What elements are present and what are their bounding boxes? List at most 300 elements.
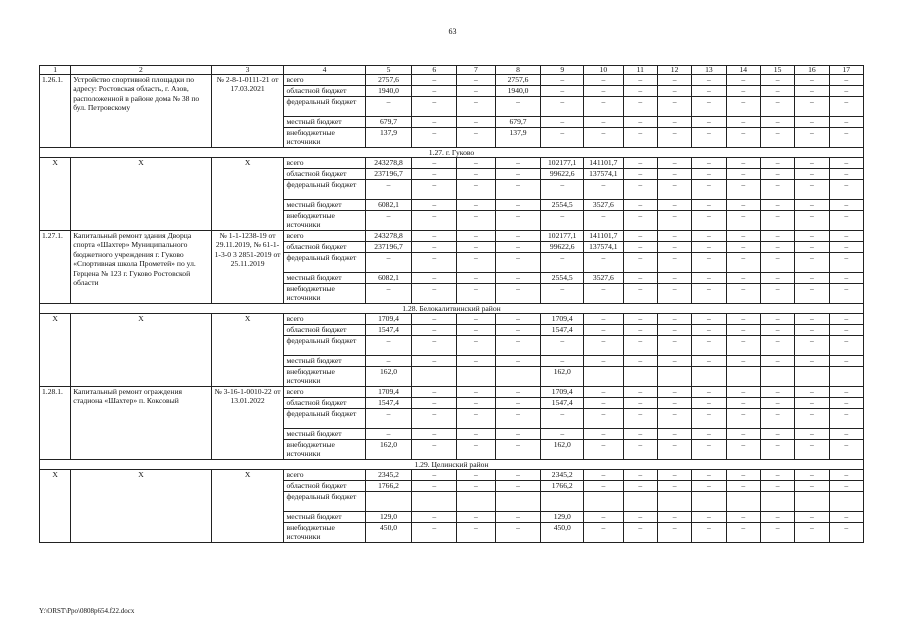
value-cell: – (692, 356, 726, 367)
value-cell: – (692, 470, 726, 481)
value-cell: – (457, 398, 495, 409)
value-cell: – (541, 117, 584, 128)
value-cell: – (692, 242, 726, 253)
funding-source-cell: областной бюджет (284, 398, 365, 409)
value-cell: – (412, 180, 457, 200)
value-cell: – (541, 97, 584, 117)
value-cell: – (795, 169, 829, 180)
value-cell: – (495, 409, 541, 429)
value-cell: 1766,2 (541, 481, 584, 492)
funding-source-cell: федеральный бюджет (284, 180, 365, 200)
value-cell: 3527,6 (584, 273, 624, 284)
document-cell: № 2-8-1-0111-21 от 17.03.2021 (211, 75, 284, 148)
value-cell: – (457, 325, 495, 336)
value-cell: 6082,1 (365, 200, 412, 211)
value-cell: – (412, 211, 457, 231)
value-cell: – (726, 211, 760, 231)
table-row (40, 387, 864, 398)
table-body (40, 66, 864, 543)
header-cell: 10 (584, 66, 624, 75)
value-cell: 2554,5 (541, 273, 584, 284)
value-cell: – (623, 242, 657, 253)
object-name-cell: Х (71, 470, 211, 543)
value-cell (726, 492, 760, 512)
value-cell: – (795, 273, 829, 284)
funding-source-cell: местный бюджет (284, 117, 365, 128)
value-cell: – (795, 97, 829, 117)
header-cell: 1 (40, 66, 71, 75)
value-cell: – (692, 200, 726, 211)
object-name-cell: Капитальный ремонт здания Дворца спорта «Шахтер» Муниципального бюджетного учреждения г. Гуково «Спортивная школа Прометей» по ул. Герцена № 123 г. Гуково Ростовской области (71, 231, 211, 304)
value-cell: – (829, 231, 863, 242)
value-cell: – (795, 200, 829, 211)
value-cell: 450,0 (365, 523, 412, 543)
value-cell: – (795, 180, 829, 200)
value-cell: – (760, 470, 794, 481)
value-cell: – (457, 253, 495, 273)
value-cell: – (795, 86, 829, 97)
value-cell: 137,9 (365, 128, 412, 148)
value-cell: – (584, 211, 624, 231)
row-number-cell: 1.27.1. (40, 231, 71, 304)
header-cell: 8 (495, 66, 541, 75)
value-cell: – (657, 169, 691, 180)
value-cell: – (623, 512, 657, 523)
value-cell: – (657, 211, 691, 231)
value-cell (657, 492, 691, 512)
value-cell: – (829, 86, 863, 97)
value-cell: – (692, 158, 726, 169)
value-cell: 6082,1 (365, 273, 412, 284)
value-cell: – (584, 97, 624, 117)
value-cell: – (726, 242, 760, 253)
value-cell: – (495, 387, 541, 398)
value-cell (623, 492, 657, 512)
funding-source-cell: всего (284, 387, 365, 398)
value-cell: – (829, 284, 863, 304)
value-cell: – (457, 429, 495, 440)
funding-source-cell: местный бюджет (284, 356, 365, 367)
value-cell: – (495, 284, 541, 304)
value-cell: 237196,7 (365, 169, 412, 180)
value-cell: – (584, 86, 624, 97)
header-cell: 14 (726, 66, 760, 75)
value-cell: – (495, 158, 541, 169)
value-cell: – (760, 284, 794, 304)
value-cell (541, 492, 584, 512)
value-cell: – (584, 75, 624, 86)
value-cell: – (829, 440, 863, 460)
value-cell: – (760, 273, 794, 284)
header-cell: 16 (795, 66, 829, 75)
value-cell (584, 492, 624, 512)
object-name-cell: Х (71, 314, 211, 387)
value-cell: – (457, 356, 495, 367)
value-cell: – (795, 242, 829, 253)
value-cell: – (829, 75, 863, 86)
value-cell: 1940,0 (495, 86, 541, 97)
value-cell: – (795, 231, 829, 242)
value-cell: – (623, 180, 657, 200)
value-cell: – (760, 387, 794, 398)
header-row (40, 66, 864, 75)
value-cell: – (726, 440, 760, 460)
value-cell: – (495, 429, 541, 440)
value-cell: – (829, 180, 863, 200)
value-cell: – (829, 429, 863, 440)
value-cell: – (657, 481, 691, 492)
value-cell: – (657, 117, 691, 128)
value-cell: – (795, 336, 829, 356)
value-cell: – (760, 336, 794, 356)
value-cell: – (623, 325, 657, 336)
header-cell: 12 (657, 66, 691, 75)
value-cell: – (623, 470, 657, 481)
value-cell: – (412, 429, 457, 440)
value-cell: – (584, 398, 624, 409)
value-cell: – (795, 117, 829, 128)
value-cell: – (457, 231, 495, 242)
value-cell: – (657, 325, 691, 336)
value-cell: – (726, 273, 760, 284)
value-cell: 137574,1 (584, 242, 624, 253)
value-cell: – (829, 117, 863, 128)
value-cell (692, 492, 726, 512)
value-cell: 1709,4 (365, 387, 412, 398)
value-cell (457, 492, 495, 512)
table-row (40, 314, 864, 325)
funding-source-cell: областной бюджет (284, 169, 365, 180)
value-cell: – (657, 336, 691, 356)
value-cell (412, 367, 457, 387)
value-cell: – (692, 440, 726, 460)
value-cell: 137,9 (495, 128, 541, 148)
value-cell (692, 367, 726, 387)
value-cell: – (760, 429, 794, 440)
funding-source-cell: федеральный бюджет (284, 492, 365, 512)
value-cell (584, 367, 624, 387)
value-cell: – (692, 117, 726, 128)
value-cell: – (623, 440, 657, 460)
value-cell: – (760, 211, 794, 231)
value-cell: – (365, 356, 412, 367)
value-cell: – (584, 336, 624, 356)
value-cell: – (692, 97, 726, 117)
value-cell: – (692, 429, 726, 440)
value-cell: – (541, 284, 584, 304)
value-cell: – (412, 273, 457, 284)
value-cell: 450,0 (541, 523, 584, 543)
value-cell: – (412, 242, 457, 253)
value-cell: – (412, 336, 457, 356)
value-cell: 141101,7 (584, 231, 624, 242)
value-cell: – (412, 470, 457, 481)
value-cell: – (760, 409, 794, 429)
value-cell: – (457, 273, 495, 284)
value-cell (829, 492, 863, 512)
value-cell: – (495, 180, 541, 200)
value-cell: – (457, 128, 495, 148)
row-number-cell: 1.26.1. (40, 75, 71, 148)
header-cell: 5 (365, 66, 412, 75)
value-cell: – (760, 523, 794, 543)
document-cell: № 3-16-1-0010-22 от 13.01.2022 (211, 387, 284, 460)
value-cell: 2345,2 (365, 470, 412, 481)
value-cell: – (457, 169, 495, 180)
section-row (40, 148, 864, 158)
value-cell: – (760, 117, 794, 128)
value-cell: 679,7 (365, 117, 412, 128)
value-cell: – (584, 470, 624, 481)
value-cell: – (829, 512, 863, 523)
funding-source-cell: внебюджетные источники (284, 211, 365, 231)
value-cell: – (657, 284, 691, 304)
value-cell: – (495, 273, 541, 284)
value-cell: – (412, 158, 457, 169)
value-cell: – (657, 409, 691, 429)
value-cell: 162,0 (541, 367, 584, 387)
value-cell: – (623, 314, 657, 325)
value-cell: – (365, 409, 412, 429)
value-cell: – (726, 336, 760, 356)
value-cell: 237196,7 (365, 242, 412, 253)
header-cell: 3 (211, 66, 284, 75)
value-cell: – (412, 409, 457, 429)
value-cell: 2757,6 (365, 75, 412, 86)
value-cell: – (829, 253, 863, 273)
value-cell: – (623, 398, 657, 409)
value-cell: – (657, 512, 691, 523)
funding-source-cell: областной бюджет (284, 481, 365, 492)
value-cell: – (795, 429, 829, 440)
value-cell: – (412, 356, 457, 367)
value-cell: – (726, 75, 760, 86)
funding-source-cell: местный бюджет (284, 512, 365, 523)
value-cell (412, 492, 457, 512)
value-cell: – (829, 523, 863, 543)
value-cell: – (726, 231, 760, 242)
value-cell: – (657, 180, 691, 200)
funding-source-cell: всего (284, 75, 365, 86)
value-cell (726, 367, 760, 387)
value-cell: 679,7 (495, 117, 541, 128)
value-cell: – (795, 409, 829, 429)
page-number: 63 (448, 27, 457, 36)
funding-source-cell: федеральный бюджет (284, 409, 365, 429)
value-cell: – (495, 200, 541, 211)
value-cell: – (692, 253, 726, 273)
value-cell: – (365, 180, 412, 200)
funding-source-cell: внебюджетные источники (284, 284, 365, 304)
value-cell: – (657, 314, 691, 325)
value-cell: – (457, 470, 495, 481)
value-cell: – (726, 86, 760, 97)
document-cell: № 1-1-1238-19 от 29.11.2019, № 61-1-1-3-0 3 2851-2019 от 25.11.2019 (211, 231, 284, 304)
value-cell: – (692, 211, 726, 231)
value-cell: – (692, 325, 726, 336)
value-cell: – (829, 242, 863, 253)
value-cell: – (412, 231, 457, 242)
value-cell: – (412, 512, 457, 523)
value-cell: – (457, 523, 495, 543)
object-name-cell: Х (71, 158, 211, 231)
value-cell: – (495, 440, 541, 460)
value-cell: – (760, 200, 794, 211)
value-cell: – (584, 284, 624, 304)
value-cell: – (795, 523, 829, 543)
value-cell: – (495, 512, 541, 523)
value-cell: – (657, 470, 691, 481)
value-cell: – (584, 325, 624, 336)
value-cell: – (829, 470, 863, 481)
value-cell: 1766,2 (365, 481, 412, 492)
value-cell: – (412, 387, 457, 398)
value-cell: – (584, 440, 624, 460)
value-cell: – (657, 200, 691, 211)
value-cell: 1547,4 (365, 398, 412, 409)
value-cell: – (760, 512, 794, 523)
value-cell: – (657, 128, 691, 148)
value-cell: – (829, 273, 863, 284)
value-cell: – (692, 314, 726, 325)
value-cell: – (726, 200, 760, 211)
value-cell: – (657, 75, 691, 86)
value-cell: – (457, 409, 495, 429)
value-cell: – (692, 75, 726, 86)
value-cell: 3527,6 (584, 200, 624, 211)
funding-source-cell: местный бюджет (284, 429, 365, 440)
value-cell: – (623, 75, 657, 86)
value-cell: – (692, 273, 726, 284)
section-title: 1.28. Белокалитвинский район (40, 304, 864, 314)
value-cell: – (760, 242, 794, 253)
value-cell: – (623, 253, 657, 273)
value-cell: – (760, 440, 794, 460)
value-cell: – (541, 128, 584, 148)
header-cell: 13 (692, 66, 726, 75)
value-cell: – (365, 336, 412, 356)
value-cell: – (457, 180, 495, 200)
value-cell: – (584, 117, 624, 128)
header-cell: 17 (829, 66, 863, 75)
value-cell: – (829, 314, 863, 325)
row-number-cell: Х (40, 314, 71, 387)
object-name-cell: Капитальный ремонт ограждения стадиона «Шахтер» п. Коксовый (71, 387, 211, 460)
value-cell: – (495, 325, 541, 336)
value-cell: – (457, 314, 495, 325)
value-cell (365, 492, 412, 512)
value-cell: – (412, 440, 457, 460)
value-cell: – (457, 75, 495, 86)
value-cell: – (412, 97, 457, 117)
value-cell: – (457, 158, 495, 169)
value-cell: – (726, 481, 760, 492)
value-cell: – (623, 211, 657, 231)
value-cell: – (412, 128, 457, 148)
value-cell (795, 492, 829, 512)
value-cell: – (623, 523, 657, 543)
value-cell: – (795, 128, 829, 148)
value-cell: 243278,8 (365, 231, 412, 242)
value-cell: – (457, 200, 495, 211)
value-cell: – (795, 356, 829, 367)
value-cell: – (495, 231, 541, 242)
row-number-cell: 1.28.1. (40, 387, 71, 460)
value-cell (829, 367, 863, 387)
value-cell: 137574,1 (584, 169, 624, 180)
value-cell: – (760, 481, 794, 492)
value-cell: – (692, 231, 726, 242)
value-cell: 1547,4 (365, 325, 412, 336)
value-cell: – (829, 356, 863, 367)
value-cell: 102177,1 (541, 231, 584, 242)
funding-source-cell: всего (284, 231, 365, 242)
value-cell: – (829, 200, 863, 211)
value-cell: – (623, 231, 657, 242)
value-cell: – (795, 387, 829, 398)
value-cell: – (495, 97, 541, 117)
value-cell: – (657, 387, 691, 398)
value-cell: – (726, 325, 760, 336)
value-cell: – (457, 211, 495, 231)
value-cell: – (692, 481, 726, 492)
value-cell: – (623, 429, 657, 440)
value-cell: – (495, 242, 541, 253)
value-cell: 243278,8 (365, 158, 412, 169)
value-cell (760, 367, 794, 387)
value-cell: – (495, 481, 541, 492)
value-cell: – (457, 481, 495, 492)
row-number-cell: Х (40, 470, 71, 543)
value-cell: 1709,4 (541, 387, 584, 398)
header-cell: 11 (623, 66, 657, 75)
funding-source-cell: всего (284, 158, 365, 169)
funding-source-cell: местный бюджет (284, 200, 365, 211)
funding-source-cell: всего (284, 470, 365, 481)
value-cell: – (495, 169, 541, 180)
budget-table (39, 65, 864, 543)
value-cell: – (692, 387, 726, 398)
value-cell: – (829, 169, 863, 180)
value-cell: 102177,1 (541, 158, 584, 169)
document-cell: Х (211, 470, 284, 543)
value-cell: – (829, 387, 863, 398)
value-cell: – (760, 97, 794, 117)
value-cell: – (412, 284, 457, 304)
value-cell: 2554,5 (541, 200, 584, 211)
value-cell: – (541, 86, 584, 97)
value-cell: – (584, 429, 624, 440)
table-row (40, 75, 864, 86)
funding-source-cell: областной бюджет (284, 242, 365, 253)
value-cell: 162,0 (365, 367, 412, 387)
table-row (40, 470, 864, 481)
value-cell: – (795, 470, 829, 481)
value-cell: – (692, 180, 726, 200)
value-cell (795, 367, 829, 387)
value-cell: – (541, 211, 584, 231)
value-cell: – (692, 284, 726, 304)
value-cell: – (657, 273, 691, 284)
value-cell: – (726, 470, 760, 481)
value-cell: 129,0 (365, 512, 412, 523)
value-cell: – (692, 409, 726, 429)
value-cell: – (541, 356, 584, 367)
value-cell: – (795, 75, 829, 86)
funding-source-cell: внебюджетные источники (284, 523, 365, 543)
funding-source-cell: внебюджетные источники (284, 128, 365, 148)
value-cell: – (657, 86, 691, 97)
